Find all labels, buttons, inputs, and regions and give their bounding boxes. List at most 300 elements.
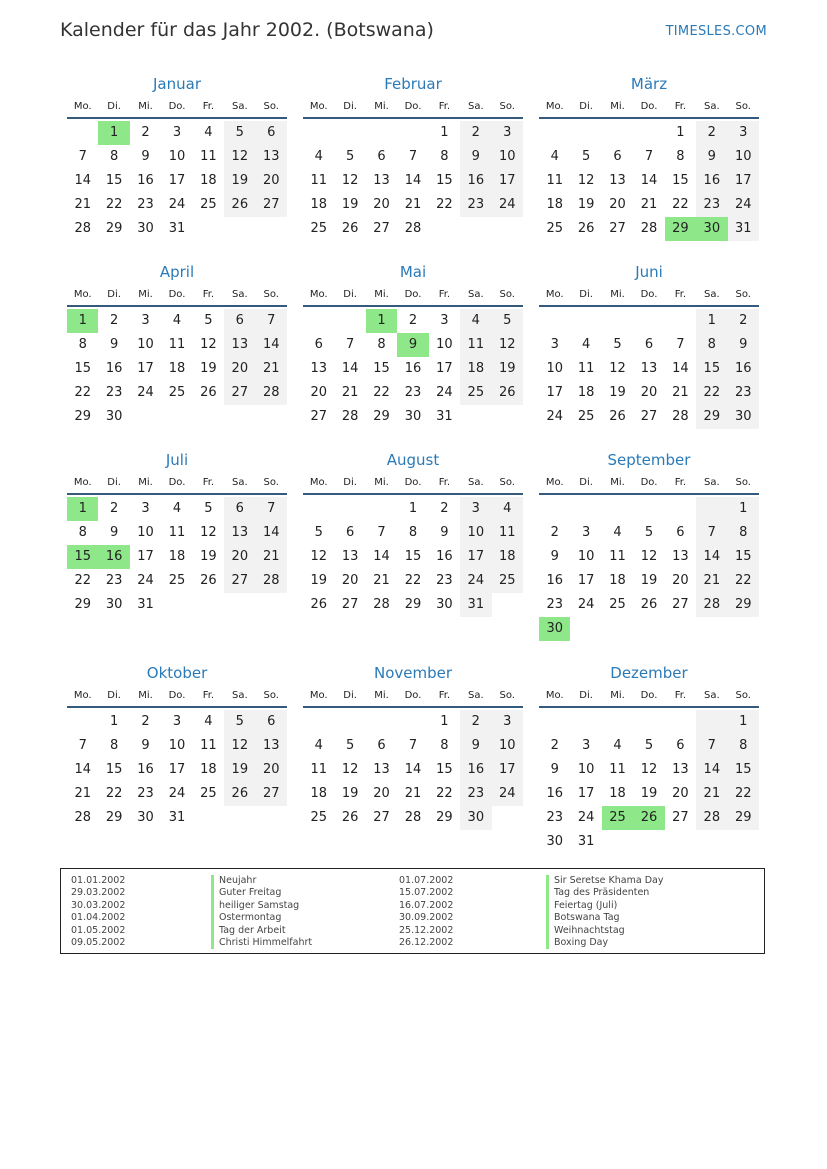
legend-date: 26.12.2002 bbox=[399, 936, 454, 948]
empty-cell bbox=[602, 710, 633, 734]
month-8 bbox=[303, 448, 523, 617]
empty-cell bbox=[303, 710, 334, 734]
month-name: Februar bbox=[384, 75, 442, 93]
empty-cell bbox=[539, 497, 570, 521]
legend-date: 09.05.2002 bbox=[71, 936, 126, 948]
day-cell: 7 bbox=[78, 738, 87, 753]
legend-holiday-name: Tag der Arbeit bbox=[211, 925, 312, 937]
day-cell: 11 bbox=[609, 762, 626, 777]
legend-holiday-name: Feiertag (Juli) bbox=[546, 900, 663, 912]
empty-cell bbox=[193, 405, 224, 429]
day-cell: 10 bbox=[546, 361, 563, 376]
day-cell: 10 bbox=[137, 525, 154, 540]
day-cell: 21 bbox=[341, 385, 359, 400]
weekday-label: Fr. bbox=[202, 690, 215, 701]
weekday-label: Fr. bbox=[674, 289, 687, 300]
day-cell: 5 bbox=[581, 149, 591, 164]
month-5 bbox=[303, 260, 523, 429]
day-cell: 7 bbox=[345, 337, 355, 352]
day-cell: 24 bbox=[168, 786, 186, 801]
day-cell: 13 bbox=[672, 549, 689, 564]
empty-cell bbox=[334, 121, 365, 145]
day-cell: 25 bbox=[460, 381, 491, 405]
empty-cell bbox=[303, 309, 334, 333]
day-cell: 14 bbox=[74, 762, 91, 777]
day-cell: 15 bbox=[404, 549, 422, 564]
month-name: April bbox=[159, 263, 195, 281]
day-cell: 23 bbox=[137, 786, 154, 801]
day-cell: 4 bbox=[492, 497, 523, 521]
weekday-header bbox=[67, 96, 287, 119]
empty-cell bbox=[492, 593, 523, 617]
empty-cell bbox=[460, 405, 491, 429]
day-cell: 13 bbox=[609, 173, 626, 188]
weekday-label: Fr. bbox=[674, 101, 687, 112]
day-cell: 11 bbox=[168, 525, 186, 540]
day-cell: 26 bbox=[492, 381, 523, 405]
empty-cell bbox=[256, 405, 287, 429]
day-cell: 12 bbox=[640, 549, 658, 564]
day-cell: 22 bbox=[105, 197, 123, 212]
day-cell: 10 bbox=[492, 734, 523, 758]
day-cell: 15 bbox=[728, 545, 759, 569]
empty-cell bbox=[633, 121, 664, 145]
weekday-label: Mi. bbox=[138, 690, 153, 701]
day-cell: 24 bbox=[492, 193, 523, 217]
day-cell: 13 bbox=[672, 762, 689, 777]
day-cell: 7 bbox=[696, 521, 727, 545]
day-cell: 19 bbox=[492, 357, 523, 381]
weekday-label: Sa. bbox=[231, 477, 248, 488]
legend-date: 16.07.2002 bbox=[399, 899, 454, 911]
day-cell: 13 bbox=[224, 521, 255, 545]
day-cell: 12 bbox=[341, 173, 359, 188]
day-cell: 16 bbox=[728, 357, 759, 381]
empty-cell bbox=[256, 593, 287, 617]
day-cell: 21 bbox=[74, 197, 91, 212]
day-cell: 22 bbox=[672, 197, 689, 212]
day-cell: 30 bbox=[137, 810, 154, 825]
day-cell: 24 bbox=[460, 569, 491, 593]
day-cell: 21 bbox=[373, 573, 390, 588]
day-cell: 17 bbox=[577, 573, 595, 588]
day-cell: 3 bbox=[550, 337, 559, 352]
day-cell: 3 bbox=[492, 710, 523, 734]
day-cell: 9 bbox=[460, 734, 491, 758]
day-cell: 6 bbox=[377, 149, 386, 164]
weekday-label: Sa. bbox=[703, 289, 720, 300]
legend-holiday-name: Tag des Präsidenten bbox=[546, 887, 663, 899]
weekday-label: Fr. bbox=[438, 477, 451, 488]
day-cell: 26 bbox=[640, 597, 658, 612]
weekday-label: Di. bbox=[343, 690, 357, 701]
day-cell: 17 bbox=[168, 762, 186, 777]
day-cell: 28 bbox=[696, 593, 727, 617]
weekday-label: Sa. bbox=[703, 690, 720, 701]
day-cell: 4 bbox=[204, 714, 213, 729]
day-cell: 7 bbox=[644, 149, 654, 164]
day-cell: 14 bbox=[373, 549, 390, 564]
day-cell: 30 bbox=[105, 597, 123, 612]
day-cell: 22 bbox=[436, 786, 453, 801]
empty-cell bbox=[633, 617, 664, 641]
day-cell: 28 bbox=[672, 409, 689, 424]
day-cell: 18 bbox=[460, 357, 491, 381]
day-cell: 29 bbox=[373, 409, 390, 424]
day-cell: 6 bbox=[676, 738, 685, 753]
weekday-label: Sa. bbox=[703, 477, 720, 488]
day-cell: 9 bbox=[460, 145, 491, 169]
day-cell: 15 bbox=[696, 357, 727, 381]
day-cell: 25 bbox=[200, 786, 217, 801]
day-cell: 23 bbox=[404, 385, 422, 400]
legend-holiday-name: Boxing Day bbox=[546, 937, 663, 949]
day-cell: 10 bbox=[168, 149, 186, 164]
empty-cell bbox=[256, 217, 287, 241]
day-cell: 7 bbox=[696, 734, 727, 758]
weekday-label: Mo. bbox=[545, 477, 564, 488]
legend-date: 29.03.2002 bbox=[71, 887, 126, 899]
day-cell: 28 bbox=[341, 409, 359, 424]
day-cell: 5 bbox=[613, 337, 622, 352]
weekday-label: So. bbox=[263, 289, 279, 300]
day-cell: 4 bbox=[314, 149, 323, 164]
day-cell: 26 bbox=[310, 597, 327, 612]
weekday-label: Mi. bbox=[374, 690, 389, 701]
weekday-header bbox=[303, 96, 523, 119]
empty-cell bbox=[224, 405, 255, 429]
day-grid bbox=[303, 309, 523, 429]
weekday-label: So. bbox=[499, 477, 515, 488]
day-cell: 25 bbox=[310, 810, 327, 825]
day-cell: 23 bbox=[546, 597, 563, 612]
day-cell: 19 bbox=[609, 385, 626, 400]
day-cell: 28 bbox=[256, 381, 287, 405]
day-grid bbox=[303, 121, 523, 241]
empty-cell bbox=[665, 309, 696, 333]
day-cell: 24 bbox=[577, 597, 595, 612]
legend-date: 30.09.2002 bbox=[399, 912, 454, 924]
day-cell: 28 bbox=[74, 810, 91, 825]
day-cell: 30 bbox=[436, 597, 453, 612]
day-cell: 17 bbox=[492, 758, 523, 782]
day-cell: 7 bbox=[408, 738, 418, 753]
day-cell: 9 bbox=[141, 738, 150, 753]
day-cell: 19 bbox=[640, 573, 658, 588]
day-cell: 30 bbox=[404, 409, 422, 424]
legend-holiday-name: Neujahr bbox=[211, 875, 312, 887]
empty-cell bbox=[539, 309, 570, 333]
day-grid bbox=[539, 497, 759, 641]
day-cell: 17 bbox=[168, 173, 186, 188]
day-cell: 4 bbox=[172, 501, 182, 516]
day-cell: 9 bbox=[141, 149, 150, 164]
day-cell: 5 bbox=[314, 525, 323, 540]
weekday-label: So. bbox=[263, 101, 279, 112]
day-cell: 13 bbox=[373, 762, 390, 777]
day-cell: 6 bbox=[644, 337, 654, 352]
day-cell: 14 bbox=[74, 173, 91, 188]
empty-cell bbox=[602, 617, 633, 641]
empty-cell bbox=[602, 309, 633, 333]
weekday-label: Di. bbox=[343, 289, 357, 300]
weekday-label: Sa. bbox=[231, 690, 248, 701]
weekday-label: Do. bbox=[168, 101, 186, 112]
day-cell: 18 bbox=[609, 786, 626, 801]
day-cell: 23 bbox=[105, 385, 123, 400]
day-cell: 17 bbox=[577, 786, 595, 801]
weekday-label: Mi. bbox=[138, 101, 153, 112]
month-name: Mai bbox=[399, 263, 427, 281]
weekday-header bbox=[303, 284, 523, 307]
weekday-label: Fr. bbox=[202, 101, 215, 112]
day-cell: 11 bbox=[609, 549, 626, 564]
day-grid bbox=[67, 309, 287, 429]
day-cell: 15 bbox=[105, 173, 123, 188]
weekday-label: So. bbox=[263, 690, 279, 701]
day-cell: 11 bbox=[310, 173, 327, 188]
day-cell: 25 bbox=[168, 385, 186, 400]
month-name: Januar bbox=[153, 75, 201, 93]
weekday-label: Sa. bbox=[467, 477, 484, 488]
day-cell: 14 bbox=[256, 333, 287, 357]
day-cell: 12 bbox=[640, 762, 658, 777]
day-cell: 19 bbox=[577, 197, 595, 212]
empty-cell bbox=[602, 497, 633, 521]
empty-cell bbox=[334, 710, 365, 734]
brand-link[interactable]: TIMESLES.COM bbox=[665, 24, 767, 39]
day-cell: 6 bbox=[377, 738, 386, 753]
day-cell: 1 bbox=[67, 309, 98, 333]
weekday-header bbox=[539, 685, 759, 708]
weekday-label: Do. bbox=[404, 477, 422, 488]
day-cell: 2 bbox=[550, 738, 559, 753]
legend-date: 15.07.2002 bbox=[399, 887, 454, 899]
weekday-header bbox=[67, 472, 287, 495]
day-cell: 4 bbox=[460, 309, 491, 333]
weekday-label: Do. bbox=[404, 289, 422, 300]
empty-cell bbox=[492, 405, 523, 429]
day-cell: 16 bbox=[546, 786, 563, 801]
day-cell: 23 bbox=[696, 193, 727, 217]
day-cell: 31 bbox=[728, 217, 759, 241]
day-cell: 19 bbox=[224, 758, 255, 782]
month-name: August bbox=[386, 451, 440, 469]
day-cell: 30 bbox=[105, 409, 123, 424]
weekday-label: Mo. bbox=[73, 101, 92, 112]
empty-cell bbox=[303, 497, 334, 521]
day-cell: 23 bbox=[546, 810, 563, 825]
legend-date: 01.01.2002 bbox=[71, 875, 126, 886]
day-cell: 17 bbox=[546, 385, 563, 400]
legend-holiday-name: heiliger Samstag bbox=[211, 900, 312, 912]
empty-cell bbox=[633, 710, 664, 734]
day-cell: 20 bbox=[672, 573, 689, 588]
day-cell: 7 bbox=[256, 497, 287, 521]
weekday-label: Do. bbox=[168, 690, 186, 701]
empty-cell bbox=[492, 806, 523, 830]
day-cell: 27 bbox=[373, 810, 390, 825]
day-cell: 11 bbox=[200, 738, 217, 753]
day-cell: 26 bbox=[200, 385, 217, 400]
day-cell: 26 bbox=[609, 409, 626, 424]
day-cell: 19 bbox=[200, 549, 217, 564]
day-cell: 25 bbox=[310, 221, 327, 236]
weekday-label: Fr. bbox=[438, 289, 451, 300]
month-7 bbox=[67, 448, 287, 617]
weekday-label: Do. bbox=[640, 289, 658, 300]
month-name: Dezember bbox=[610, 664, 688, 682]
day-cell: 17 bbox=[137, 361, 154, 376]
day-cell: 1 bbox=[728, 710, 759, 734]
empty-cell bbox=[633, 309, 664, 333]
empty-cell bbox=[334, 309, 365, 333]
day-cell: 20 bbox=[310, 385, 327, 400]
day-cell: 26 bbox=[224, 193, 255, 217]
weekday-label: Fr. bbox=[202, 477, 215, 488]
empty-cell bbox=[728, 830, 759, 854]
day-cell: 3 bbox=[581, 525, 591, 540]
day-cell: 1 bbox=[98, 121, 129, 145]
day-cell: 30 bbox=[460, 806, 491, 830]
weekday-header bbox=[303, 685, 523, 708]
day-cell: 31 bbox=[460, 593, 491, 617]
weekday-label: Mi. bbox=[374, 101, 389, 112]
day-cell: 29 bbox=[74, 409, 91, 424]
day-cell: 4 bbox=[613, 525, 622, 540]
weekday-label: Fr. bbox=[438, 690, 451, 701]
day-cell: 16 bbox=[460, 169, 491, 193]
weekday-label: Mo. bbox=[73, 289, 92, 300]
day-cell: 18 bbox=[492, 545, 523, 569]
day-cell: 6 bbox=[256, 121, 287, 145]
day-cell: 2 bbox=[141, 125, 150, 140]
empty-cell bbox=[570, 121, 601, 145]
day-cell: 20 bbox=[224, 357, 255, 381]
day-cell: 5 bbox=[204, 501, 213, 516]
day-cell: 5 bbox=[492, 309, 523, 333]
day-grid bbox=[67, 497, 287, 617]
legend-dates-col-1 bbox=[71, 875, 125, 949]
day-cell: 12 bbox=[200, 525, 217, 540]
empty-cell bbox=[161, 593, 192, 617]
day-cell: 10 bbox=[137, 337, 154, 352]
weekday-label: Mi. bbox=[610, 289, 625, 300]
empty-cell bbox=[570, 497, 601, 521]
day-cell: 21 bbox=[696, 782, 727, 806]
day-cell: 14 bbox=[696, 545, 727, 569]
day-cell: 8 bbox=[377, 337, 386, 352]
day-cell: 29 bbox=[436, 810, 453, 825]
empty-cell bbox=[665, 617, 696, 641]
day-cell: 25 bbox=[492, 569, 523, 593]
day-cell: 20 bbox=[341, 573, 359, 588]
day-cell: 18 bbox=[168, 549, 186, 564]
day-cell: 18 bbox=[546, 197, 563, 212]
day-cell: 1 bbox=[67, 497, 98, 521]
day-cell: 2 bbox=[696, 121, 727, 145]
weekday-label: Di. bbox=[579, 477, 593, 488]
day-cell: 22 bbox=[105, 786, 123, 801]
day-cell: 29 bbox=[105, 810, 123, 825]
empty-cell bbox=[696, 497, 727, 521]
weekday-label: Di. bbox=[107, 690, 121, 701]
day-grid bbox=[67, 121, 287, 241]
day-cell: 13 bbox=[256, 145, 287, 169]
day-cell: 29 bbox=[74, 597, 91, 612]
empty-cell bbox=[728, 617, 759, 641]
day-cell: 6 bbox=[345, 525, 355, 540]
day-cell: 21 bbox=[696, 569, 727, 593]
weekday-label: Mi. bbox=[374, 289, 389, 300]
day-cell: 16 bbox=[404, 361, 422, 376]
day-cell: 20 bbox=[672, 786, 689, 801]
month-6 bbox=[539, 260, 759, 429]
weekday-label: Mi. bbox=[138, 477, 153, 488]
day-cell: 13 bbox=[256, 734, 287, 758]
day-cell: 8 bbox=[109, 738, 119, 753]
weekday-label: Mo. bbox=[545, 101, 564, 112]
weekday-label: Mo. bbox=[545, 690, 564, 701]
day-cell: 21 bbox=[256, 545, 287, 569]
day-cell: 2 bbox=[109, 313, 119, 328]
day-cell: 6 bbox=[314, 337, 323, 352]
day-cell: 8 bbox=[440, 738, 449, 753]
day-cell: 5 bbox=[224, 121, 255, 145]
day-cell: 22 bbox=[728, 782, 759, 806]
empty-cell bbox=[696, 710, 727, 734]
day-cell: 29 bbox=[696, 405, 727, 429]
day-cell: 16 bbox=[137, 762, 154, 777]
day-cell: 15 bbox=[105, 762, 123, 777]
weekday-label: Do. bbox=[640, 477, 658, 488]
day-cell: 30 bbox=[546, 834, 563, 849]
day-cell: 10 bbox=[577, 762, 595, 777]
day-cell: 28 bbox=[74, 221, 91, 236]
day-cell: 25 bbox=[546, 221, 563, 236]
weekday-label: Mi. bbox=[610, 690, 625, 701]
day-cell: 12 bbox=[492, 333, 523, 357]
day-cell: 19 bbox=[341, 786, 359, 801]
legend-date: 01.05.2002 bbox=[71, 924, 126, 936]
day-cell: 9 bbox=[109, 525, 119, 540]
legend-holiday-name: Botswana Tag bbox=[546, 912, 663, 924]
weekday-label: Di. bbox=[107, 477, 121, 488]
day-cell: 27 bbox=[224, 569, 255, 593]
day-cell: 31 bbox=[137, 597, 154, 612]
holiday-legend bbox=[60, 868, 765, 954]
day-cell: 14 bbox=[404, 173, 422, 188]
day-cell: 28 bbox=[404, 810, 422, 825]
weekday-label: Di. bbox=[579, 289, 593, 300]
day-cell: 4 bbox=[550, 149, 559, 164]
day-cell: 15 bbox=[436, 762, 453, 777]
weekday-label: Do. bbox=[404, 101, 422, 112]
day-grid bbox=[303, 497, 523, 617]
day-cell: 23 bbox=[105, 573, 123, 588]
day-cell: 6 bbox=[256, 710, 287, 734]
empty-cell bbox=[492, 217, 523, 241]
day-cell: 8 bbox=[696, 333, 727, 357]
day-cell: 23 bbox=[728, 381, 759, 405]
day-cell: 31 bbox=[168, 221, 186, 236]
day-cell: 20 bbox=[609, 197, 626, 212]
day-cell: 20 bbox=[373, 786, 390, 801]
month-1 bbox=[67, 72, 287, 241]
weekday-label: Mo. bbox=[309, 101, 328, 112]
day-cell: 11 bbox=[546, 173, 563, 188]
day-cell: 10 bbox=[492, 145, 523, 169]
